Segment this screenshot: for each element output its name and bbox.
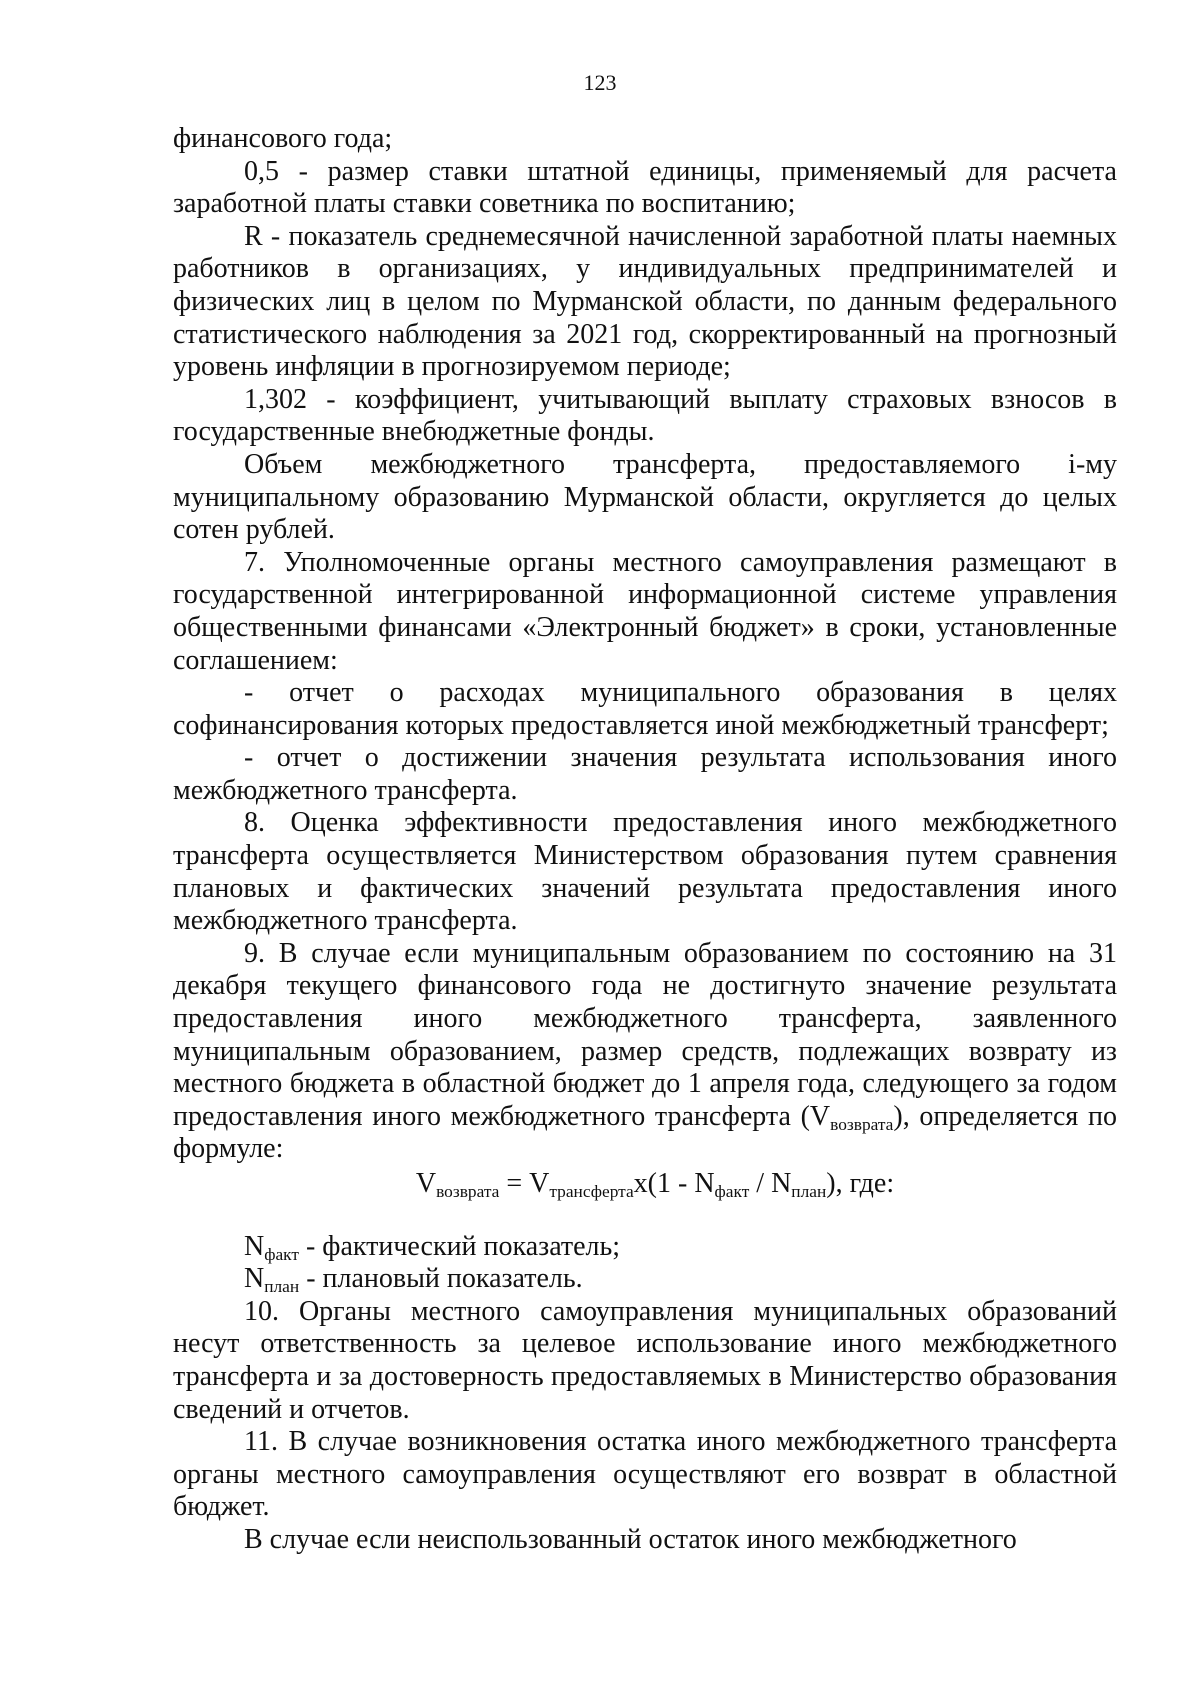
definition-fact <box>173 1231 1117 1264</box>
formula-eq: = V <box>499 1168 550 1199</box>
page-number: 123 <box>583 70 617 95</box>
paragraph-coefficient-0-5: 0,5 - размер ставки штатной единицы, применяемый для расчета заработной платы ставки советника по воспитанию; <box>173 155 1117 220</box>
document-body <box>173 123 1117 1557</box>
paragraph-continuation: финансового года; <box>173 123 393 154</box>
paragraph-unused-balance: В случае если неиспользованный остаток иного межбюджетного <box>244 1523 1017 1555</box>
paragraph-report-result: - отчет о достижении значения результата использования иного межбюджетного трансферта. <box>173 742 1117 806</box>
item-9-subscript: возврата <box>830 1115 894 1135</box>
paragraph-item-7: 7. Уполномоченные органы местного самоуправления размещают в государственной интегрированной информационной системе управления общественными финансами «Электронный бюджет» в сроки, установленные соглашением: <box>173 546 1117 676</box>
paragraph-report-expenses: - отчет о расходах муниципального образования в целях софинансирования которых предоставляется иной межбюджетный трансферт; <box>173 677 1117 741</box>
definition-plan <box>173 1263 1117 1296</box>
paragraph-transfer-volume: Объем межбюджетного трансферта, предоставляемого i-му муниципальному образованию Мурманской области, округляется до целых сотен рублей. <box>173 448 1117 546</box>
formula-slash: / N <box>749 1168 792 1199</box>
paragraph-coefficient-1-302: 1,302 - коэффициент, учитывающий выплату страховых взносов в государственные внебюджетные фонды. <box>173 383 1117 448</box>
definition-fact-symbol: N <box>244 1230 265 1262</box>
paragraph-r-indicator: R - показатель среднемесячной начисленной заработной платы наемных работников в организациях, у индивидуальных предпринимателей и физических лиц в целом по Мурманской области, по данным федерального статистического наблюдения за 2021 год, скорректированный на прогнозный уровень инфляции в прогнозируемом периоде; <box>173 220 1117 383</box>
paragraph-item-10: 10. Органы местного самоуправления муниципальных образований несут ответственность за целевое использование иного межбюджетного трансферта и за достоверность предоставляемых в Министерство образования сведений и отчетов. <box>173 1295 1117 1425</box>
return-formula <box>173 1168 1117 1201</box>
formula-fact-sub: факт <box>714 1182 750 1202</box>
formula-v: V <box>415 1168 437 1199</box>
item-9-text: 9. В случае если муниципальным образованием по состоянию на 31 декабря текущего финансового года не достигнуто значение результата предоставления иного межбюджетного трансферта, заявленного муниципальным образованием, размер средств, подлежащих возврату из местного бюджета в областной бюджет до 1 апреля года, следующего за годом предоставления иного межбюджетного трансферта (V <box>173 937 1117 1132</box>
formula-tail: ), где: <box>826 1168 895 1199</box>
formula-plan-sub: план <box>791 1182 827 1202</box>
formula-transfer-sub: трансферта <box>549 1182 634 1202</box>
formula-mid: x(1 - N <box>633 1168 715 1199</box>
paragraph-item-8: 8. Оценка эффективности предоставления иного межбюджетного трансферта осуществляется Министерством образования путем сравнения плановых и фактических значений результата предоставления иного межбюджетного трансферта. <box>173 807 1117 937</box>
item-9-tail: ), определяется по формуле: <box>173 1100 1117 1165</box>
definition-plan-symbol: N <box>244 1263 265 1295</box>
paragraph-item-11: 11. В случае возникновения остатка иного межбюджетного трансферта органы местного самоуправления осуществляют его возврат в областной бюджет. <box>173 1426 1117 1523</box>
definition-plan-text: - плановый показатель. <box>299 1263 583 1295</box>
formula-v-sub: возврата <box>436 1182 500 1202</box>
definition-fact-text: - фактический показатель; <box>298 1230 621 1262</box>
definition-fact-sub: факт <box>264 1244 299 1264</box>
paragraph-item-9 <box>173 938 1117 1166</box>
formula-spacer <box>173 1209 1117 1231</box>
definition-plan-sub: план <box>264 1277 300 1297</box>
